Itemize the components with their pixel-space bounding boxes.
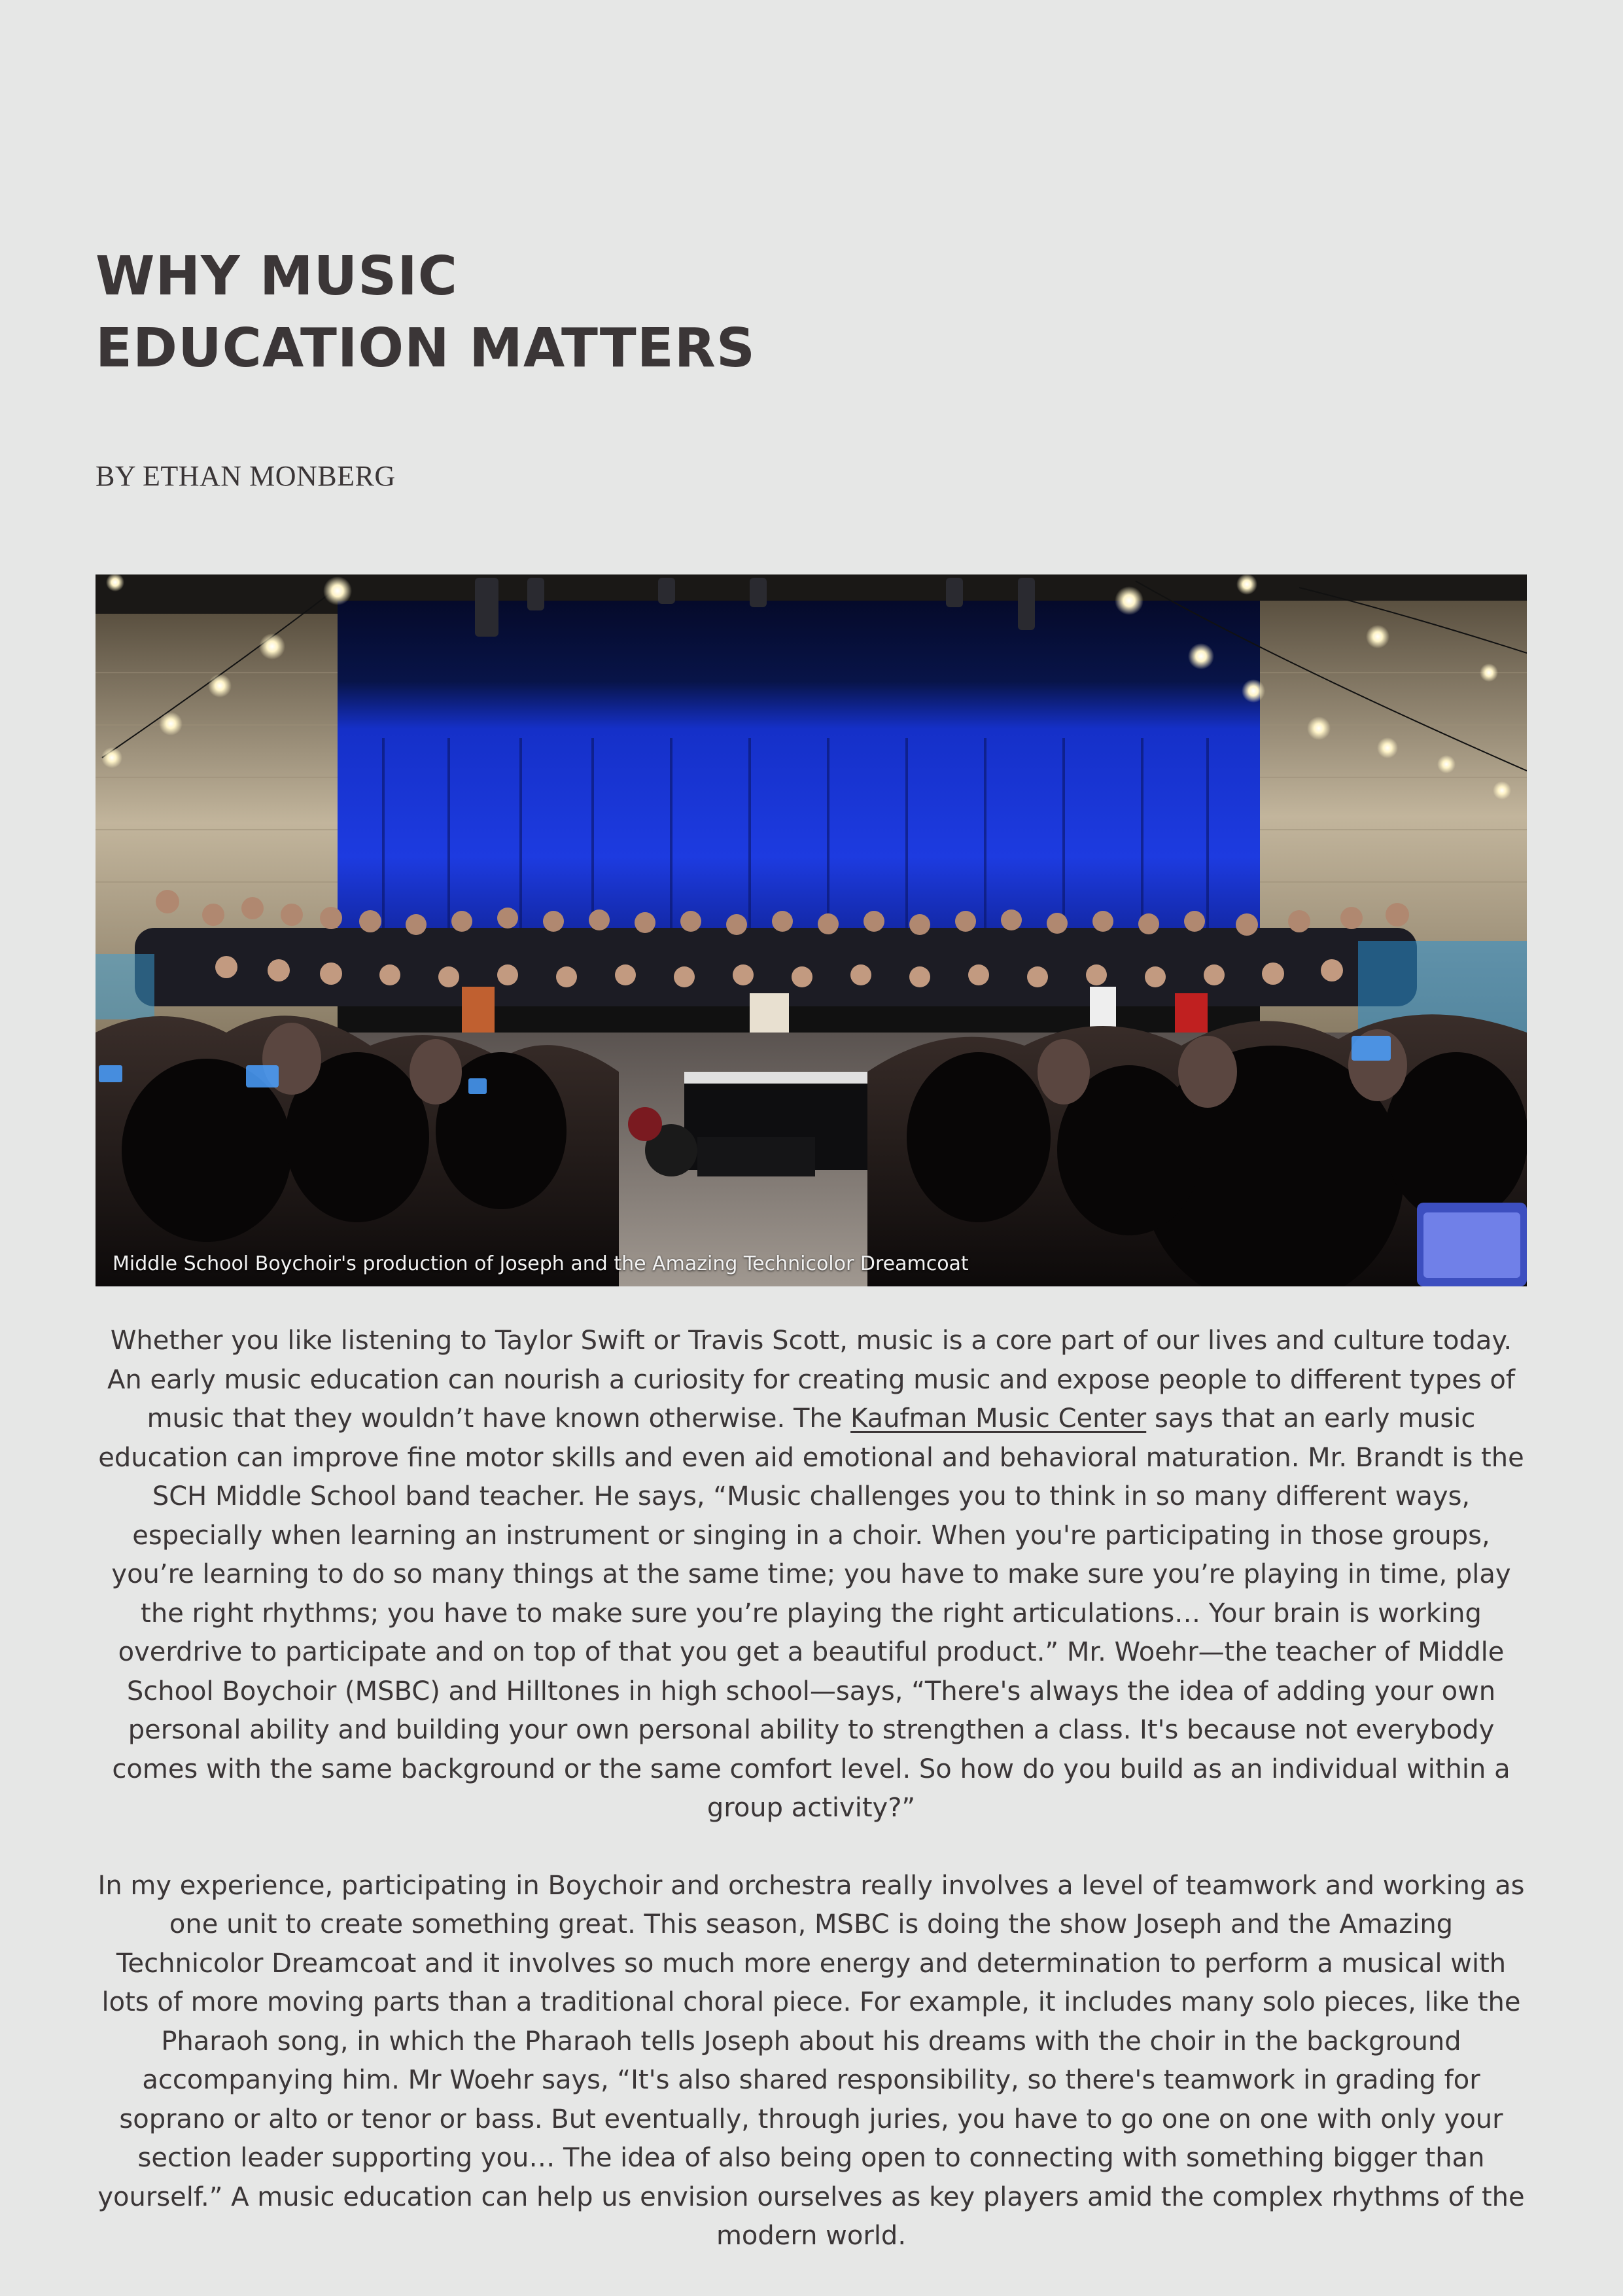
- paragraph-1: [96, 1322, 1527, 1828]
- byline: BY ETHAN MONBERG: [96, 460, 396, 492]
- article-title: [96, 241, 756, 385]
- kaufman-music-center-link[interactable]: Kaufman Music Center: [850, 1404, 1147, 1434]
- title-line-1: WHY MUSIC: [96, 245, 458, 308]
- photo-caption: Middle School Boychoir's production of Joseph and the Amazing Technicolor Dreamcoat: [113, 1252, 969, 1275]
- article-body: [96, 1322, 1527, 2256]
- paragraph-1-text-b: says that an early music education can improve fine motor skills and even aid emotional and behavioral maturation. Mr. Brandt is the SCH Middle School band teacher. He says, “Music challenges you to think in so many different ways, especially when learning an instrument or singing in a choir. When you're participating in those groups, you’re learning to do so many things at the same time; you have to make sure you’re playing in time, play the right rhythms; you have to make sure you’re playing the right articulations… Your brain is working overdrive to participate and on top of that you get a beautiful product.” Mr. Woehr—the teacher of Middle School Boychoir (MSBC) and Hilltones in high school—says, “There's always the idea of adding your own personal ability and building your own personal ability to strengthen a class. It's because not everybody comes with the same background or the same comfort level. So how do you build as an individual within a group activity?”: [98, 1404, 1524, 1823]
- title-line-2: EDUCATION MATTERS: [96, 317, 756, 380]
- paragraph-2: In my experience, participating in Boychoir and orchestra really involves a level of teamwork and working as one unit to create something great. This season, MSBC is doing the show Joseph and the Amazing Technicolor Dreamcoat and it involves so much more energy and determination to perform a musical with lots of more moving parts than a traditional choral piece. For example, it includes many solo pieces, like the Pharaoh song, in which the Pharaoh tells Joseph about his dreams with the choir in the background accompanying him. Mr Woehr says, “It's also shared responsibility, so there's teamwork in grading for soprano or alto or tenor or bass. But eventually, through juries, you have to go one on one with only your section leader supporting you… The idea of also being open to connecting with something bigger than yourself.” A music education can help us envision ourselves as key players amid the complex rhythms of the modern world.: [97, 1870, 1525, 2251]
- concert-photo-illustration: [96, 574, 1527, 1286]
- concert-photo: [96, 574, 1527, 1286]
- paragraph-1-text-a: Whether you like listening to Taylor Swift or Travis Scott, music is a core part of our lives and culture today. An early music education can nourish a curiosity for creating music and expose people to different types of music that they wouldn’t have known otherwise. The: [107, 1326, 1515, 1434]
